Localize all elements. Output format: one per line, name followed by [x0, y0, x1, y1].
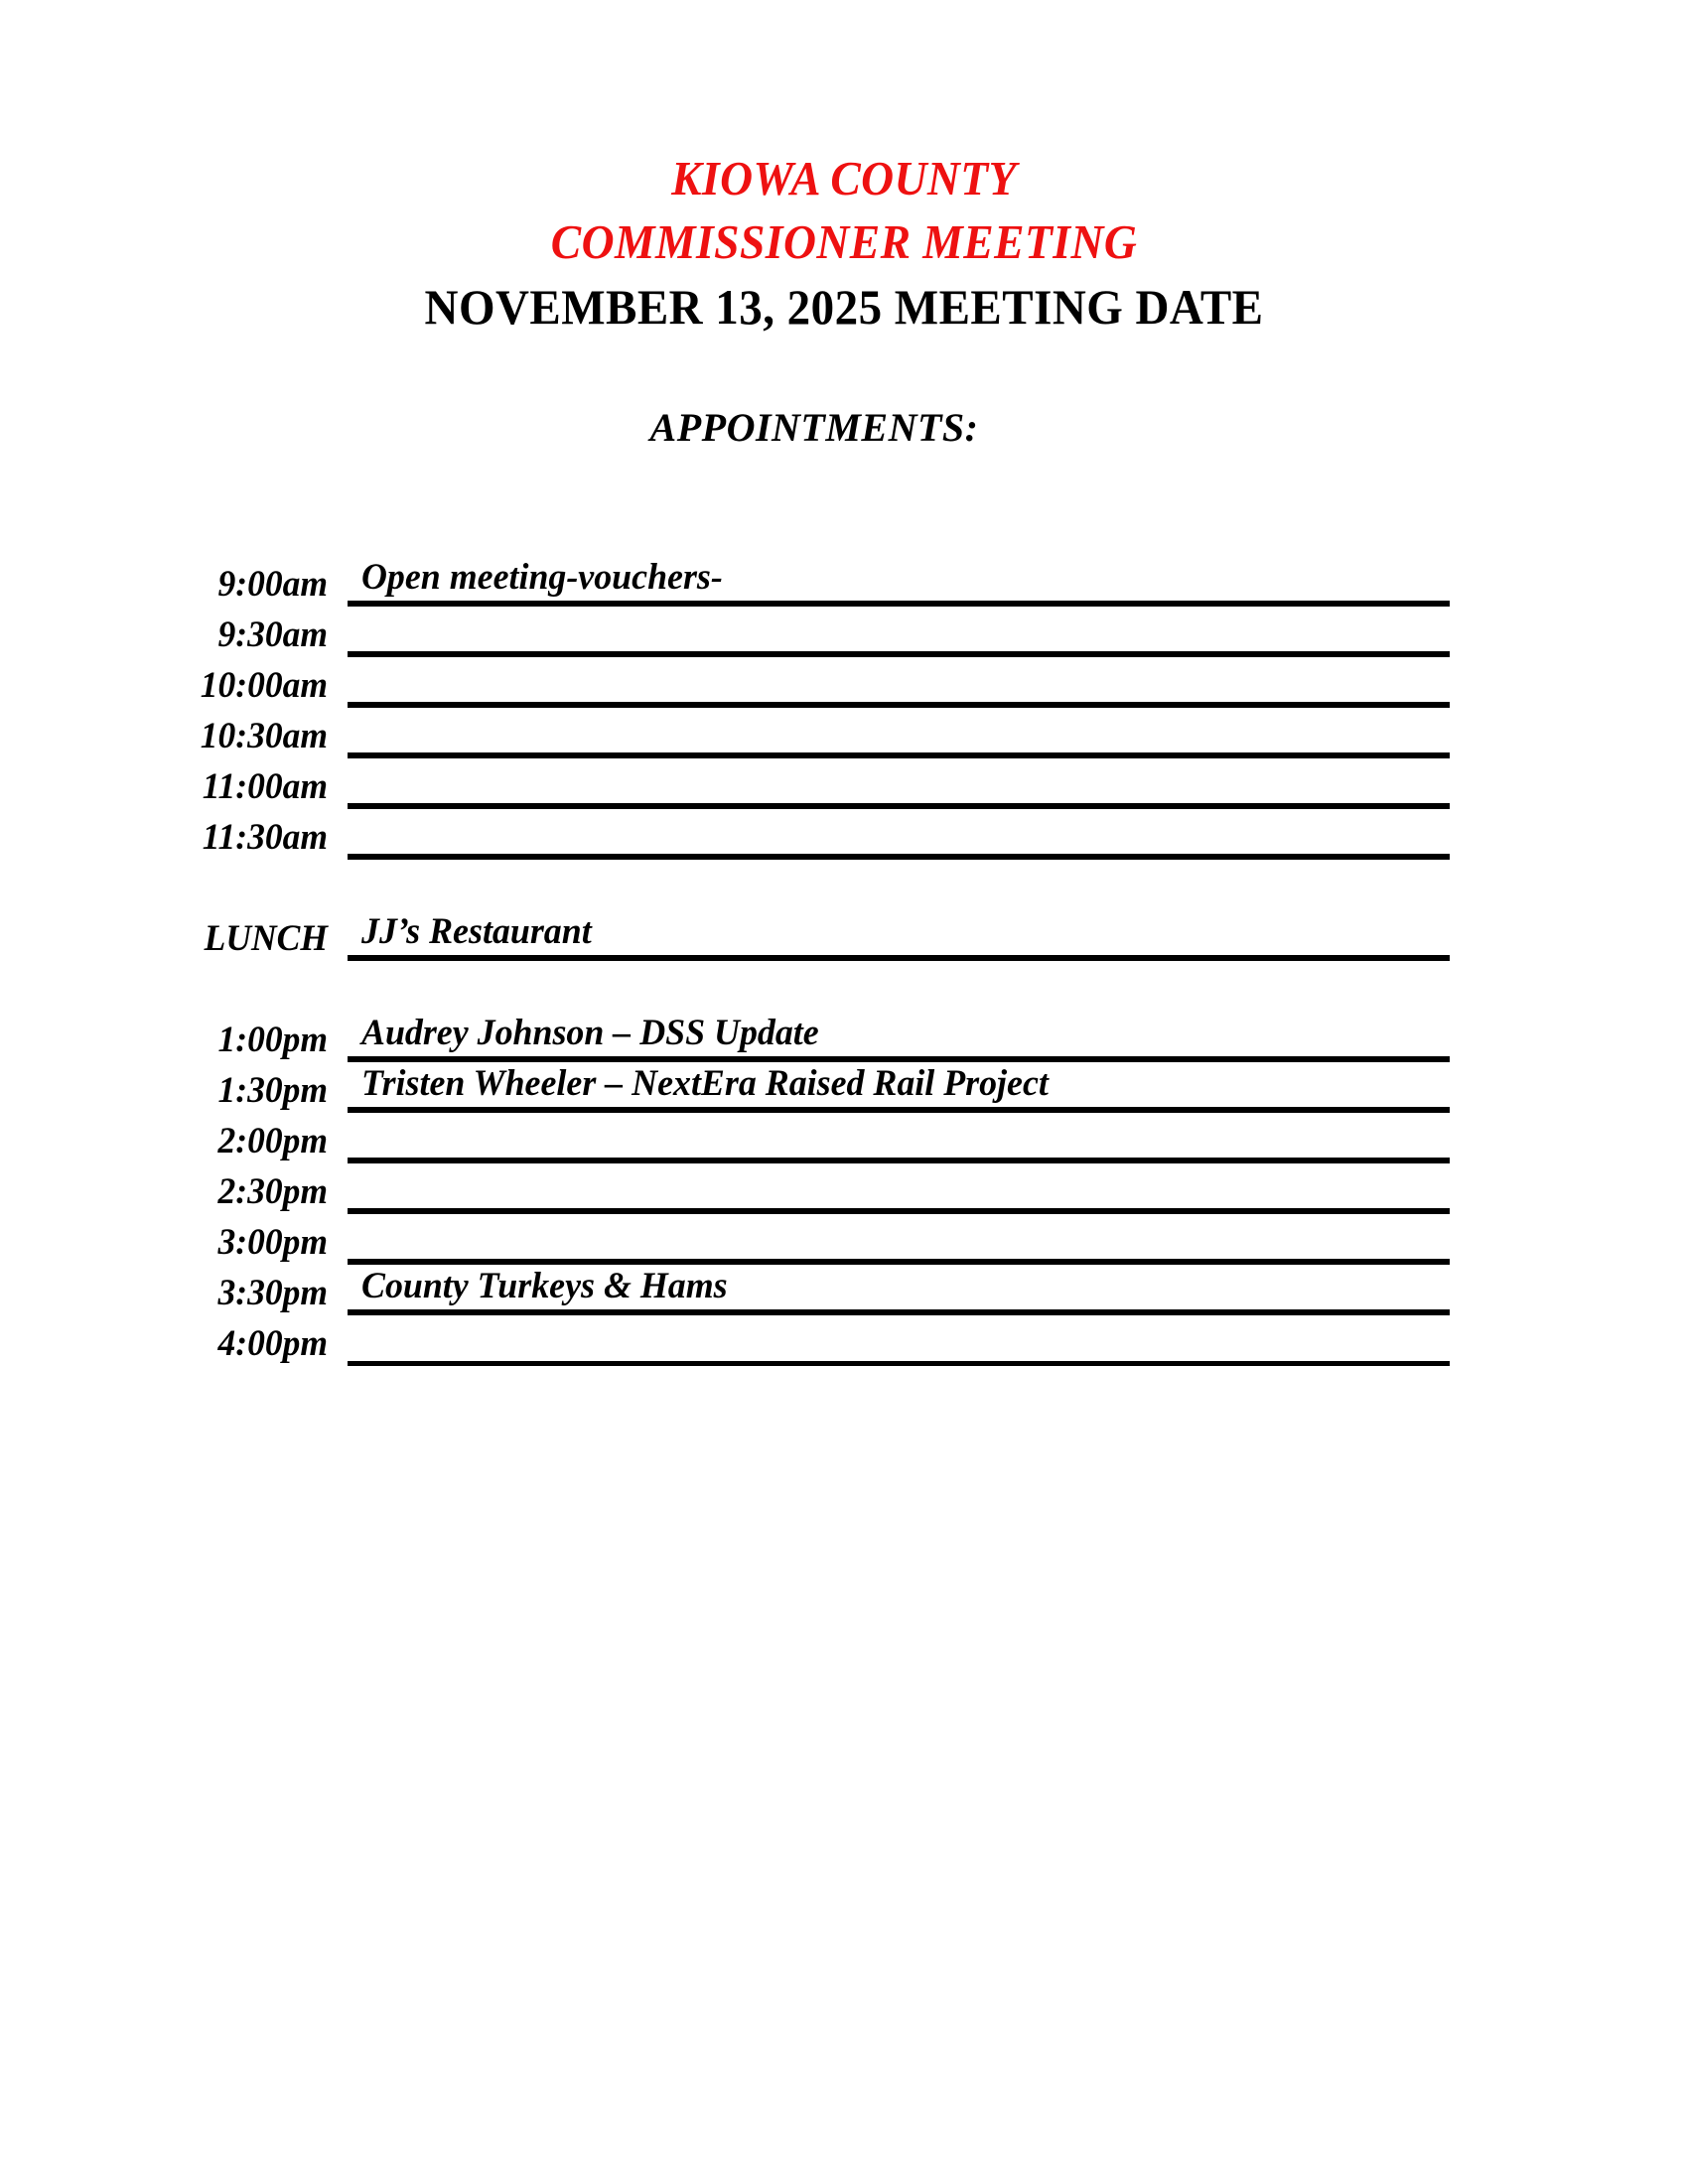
schedule-time-label: 10:30am: [200, 716, 328, 756]
meeting-date-line: NOVEMBER 13, 2025 MEETING DATE: [424, 279, 1264, 335]
schedule-entry-field[interactable]: [348, 1319, 1450, 1366]
appointments-schedule: [0, 556, 1688, 1366]
schedule-entry-field[interactable]: [348, 661, 1450, 708]
schedule-entry-text: JJ’s Restaurant: [361, 914, 592, 952]
schedule-row: [0, 708, 1688, 758]
schedule-row: [0, 1012, 1688, 1062]
schedule-row: [0, 1113, 1688, 1163]
page-title-line-1: KIOWA COUNTY: [671, 151, 1017, 205]
schedule-entry-text: Audrey Johnson – DSS Update: [361, 1016, 819, 1053]
schedule-entry-field[interactable]: [348, 1117, 1450, 1163]
page-title-line-2: COMMISSIONER MEETING: [550, 214, 1138, 269]
schedule-time-label: 3:00pm: [217, 1222, 328, 1263]
schedule-time-label: 2:00pm: [217, 1121, 328, 1161]
schedule-entry-field[interactable]: [348, 1167, 1450, 1214]
schedule-entry-text: County Turkeys & Hams: [361, 1269, 728, 1306]
schedule-row-lunch: [0, 910, 1688, 961]
schedule-time-label: 4:00pm: [217, 1323, 328, 1364]
schedule-time-label: 3:30pm: [217, 1273, 328, 1313]
schedule-row: [0, 758, 1688, 809]
schedule-entry-field[interactable]: [348, 762, 1450, 809]
schedule-time-label: LUNCH: [204, 918, 328, 959]
schedule-row: [0, 1265, 1688, 1315]
appointments-heading-label: APPOINTMENTS:: [649, 405, 979, 450]
schedule-time-label: 2:30pm: [217, 1171, 328, 1212]
schedule-entry-field[interactable]: [348, 1218, 1450, 1265]
schedule-row: [0, 657, 1688, 708]
schedule-entry-text: Tristen Wheeler – NextEra Raised Rail Project: [361, 1066, 1049, 1104]
schedule-entry-field[interactable]: [348, 611, 1450, 657]
schedule-entry-field[interactable]: [348, 1066, 1450, 1113]
schedule-entry-field[interactable]: [348, 1269, 1450, 1315]
schedule-time-label: 11:00am: [202, 766, 328, 807]
schedule-row: [0, 607, 1688, 657]
schedule-row: [0, 1163, 1688, 1214]
schedule-entry-field[interactable]: [348, 560, 1450, 607]
schedule-row: [0, 809, 1688, 860]
schedule-entry-field[interactable]: [348, 813, 1450, 860]
schedule-time-label: 11:30am: [202, 817, 328, 858]
schedule-time-label: 9:00am: [217, 564, 328, 605]
schedule-time-label: 1:30pm: [217, 1070, 328, 1111]
appointments-heading: [0, 404, 1688, 452]
schedule-entry-field[interactable]: [348, 914, 1450, 961]
document-header: [0, 147, 1688, 340]
schedule-time-label: 9:30am: [217, 614, 328, 655]
schedule-entry-text: Open meeting-vouchers-: [361, 560, 723, 598]
schedule-entry-field[interactable]: [348, 1016, 1450, 1062]
schedule-row: [0, 1062, 1688, 1113]
schedule-entry-field[interactable]: [348, 712, 1450, 758]
schedule-time-label: 1:00pm: [217, 1020, 328, 1060]
schedule-row: [0, 1214, 1688, 1265]
schedule-row: [0, 556, 1688, 607]
schedule-time-label: 10:00am: [200, 665, 328, 706]
schedule-row: [0, 1315, 1688, 1366]
